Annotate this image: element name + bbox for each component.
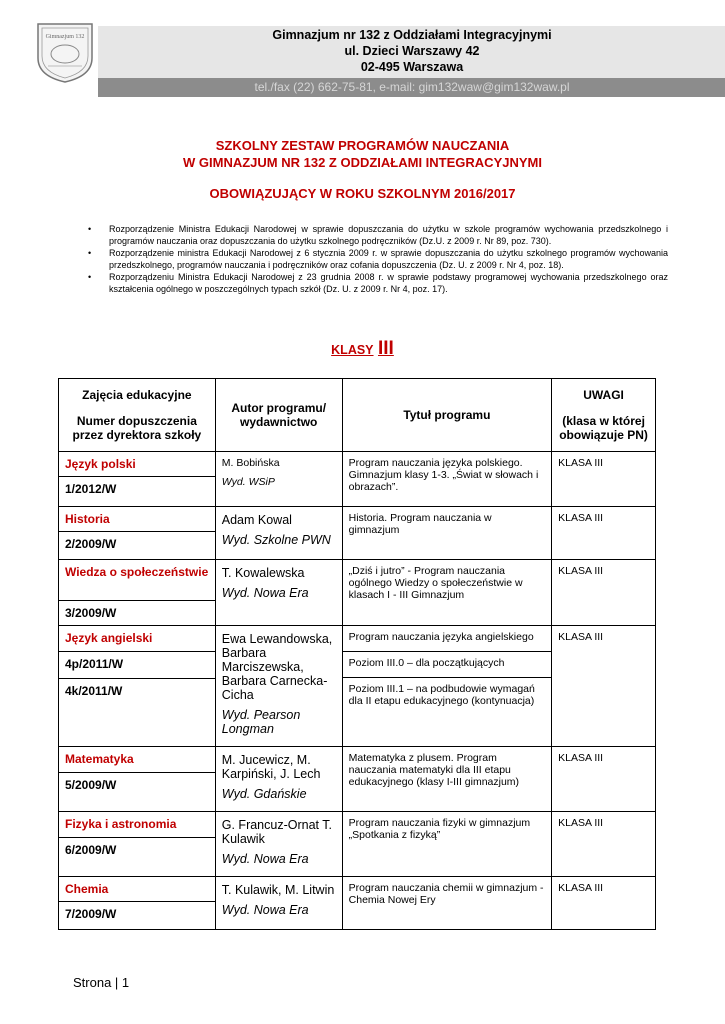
title-line-1: SZKOLNY ZESTAW PROGRAMÓW NAUCZANIA [215,138,510,153]
program-author: Adam Kowal [221,513,292,527]
table-row [59,877,656,930]
school-city: 02-495 Warszawa [360,60,464,74]
title-school-year: OBOWIĄZUJĄCY W ROKU SZKOLNYM 2016/2017 [209,186,516,201]
program-author: T. Kowalewska [221,566,305,580]
program-publisher: Wyd. Szkolne PWN [221,533,331,547]
class-heading: KLASY III [331,338,394,359]
subject-name: Fizyka i astronomia [59,812,215,838]
approval-number: 4k/2011/W [65,684,123,698]
subject-name: Chemia [59,877,215,902]
table-row [59,747,656,812]
program-title: „Dziś i jutro” - Program nauczania ogólnego Wiedzy o społeczeństwie w klasach I - III Gimnazjum [342,560,551,626]
program-title: Poziom III.0 – dla początkujących [343,652,551,678]
approval-number: 5/2009/W [65,778,117,792]
program-title: Program nauczania języka polskiego. Gimnazjum klasy 1-3. „Świat w słowach i obrazach”. [342,452,551,507]
table-row [59,507,656,560]
program-note: KLASA III [552,877,656,930]
approval-number: 1/2012/W [65,482,117,496]
subject-name: Matematyka [59,747,215,773]
header-program: Tytuł programu [342,379,551,452]
school-contact: tel./fax (22) 662-75-81, e-mail: gim132waw@gim132waw.pl [98,78,725,97]
school-street: ul. Dzieci Warszawy 42 [344,44,480,58]
program-publisher: Wyd. Pearson Longman [221,708,301,736]
program-title: Matematyka z plusem. Program nauczania matematyki dla III etapu edukacyjnego (klasy I-III gimnazjum) [342,747,551,812]
approval-number: 4p/2011/W [59,652,215,679]
legal-basis-list [88,224,668,296]
list-item: • Rozporządzenie Ministra Edukacji Narodowej w sprawie dopuszczania do użytku w szkole programów wychowania przedszkolnego i programów nauczania oraz dopuszczania do użytku szkolnego podręczników (Dz.U. z 2009 r. Nr 89, poz. 730). [88,224,668,246]
table-row [59,812,656,877]
subject-name: Wiedza o społeczeństwie [59,560,215,601]
header-subject: Zajęcia edukacyjne Numer dopuszczenia przez dyrektora szkoły [59,379,216,452]
list-item: • Rozporządzenie ministra Edukacji Narodowej z 6 stycznia 2009 r. w sprawie dopuszczania do użytku szkolnego programów wychowania przedszkolnego, programów nauczania i podręczników oraz cofania dopuszczenia (Dz. U. z 2009 r. Nr 4, poz. 18). [88,248,668,270]
letterhead [34,18,694,96]
program-note: KLASA III [552,626,656,747]
school-name: Gimnazjum nr 132 z Oddziałami Integracyjnymi [272,28,552,42]
program-title: Poziom III.1 – na podbudowie wymagań dla II etapu edukacyjnego (kontynuacja) [348,683,535,707]
program-author: M. Bobińska [221,457,280,469]
program-author: T. Kulawik, M. Litwin [221,883,335,897]
approval-number: 3/2009/W [65,606,117,620]
program-title: Program nauczania fizyki w gimnazjum „Spotkania z fizyką” [342,812,551,877]
table-row [59,452,656,507]
program-author: Ewa Lewandowska, Barbara Marciszewska, Barbara Carnecka-Cicha [221,632,333,702]
table-row [59,626,656,747]
subject-name: Historia [59,507,215,532]
title-line-2: W GIMNAZJUM NR 132 Z ODDZIAŁAMI INTEGRACYJNYMI [183,155,542,170]
program-publisher: Wyd. WSiP [221,476,275,488]
program-title: Program nauczania języka angielskiego [343,626,551,652]
subject-name: Język angielski [59,626,215,652]
program-publisher: Wyd. Nowa Era [221,852,309,866]
program-publisher: Wyd. Gdańskie [221,787,307,801]
program-publisher: Wyd. Nowa Era [221,903,309,917]
program-publisher: Wyd. Nowa Era [221,586,309,600]
program-author: M. Jucewicz, M. Karpiński, J. Lech [221,753,321,781]
approval-number: 2/2009/W [65,537,117,551]
list-item: • Rozporządzeniu Ministra Edukacji Narodowej z 23 grudnia 2008 r. w sprawie podstawy programowej wychowania przedszkolnego oraz kształcenia ogólnego w poszczególnych typach szkół (Dz. U. z 2009 r. Nr 4, poz. 17). [88,272,668,294]
table-row [59,560,656,626]
program-title: Program nauczania chemii w gimnazjum - Chemia Nowej Ery [342,877,551,930]
header-notes: UWAGI (klasa w której obowiązuje PN) [552,379,656,452]
program-note: KLASA III [552,507,656,560]
program-note: KLASA III [552,812,656,877]
table-header-row [59,379,656,452]
subject-name: Język polski [59,452,215,477]
header-author: Autor programu/ wydawnictwo [215,379,342,452]
program-note: KLASA III [552,452,656,507]
program-note: KLASA III [552,560,656,626]
curriculum-table [58,378,656,930]
page-number: Strona | 1 [73,975,130,990]
school-logo [34,18,96,84]
program-title: Historia. Program nauczania w gimnazjum [342,507,551,560]
program-author: G. Francuz-Ornat T. Kulawik [221,818,332,846]
approval-number: 6/2009/W [65,843,117,857]
logo-text: Gimnazjum 132 [45,34,85,40]
program-note: KLASA III [552,747,656,812]
approval-number: 7/2009/W [65,907,117,921]
